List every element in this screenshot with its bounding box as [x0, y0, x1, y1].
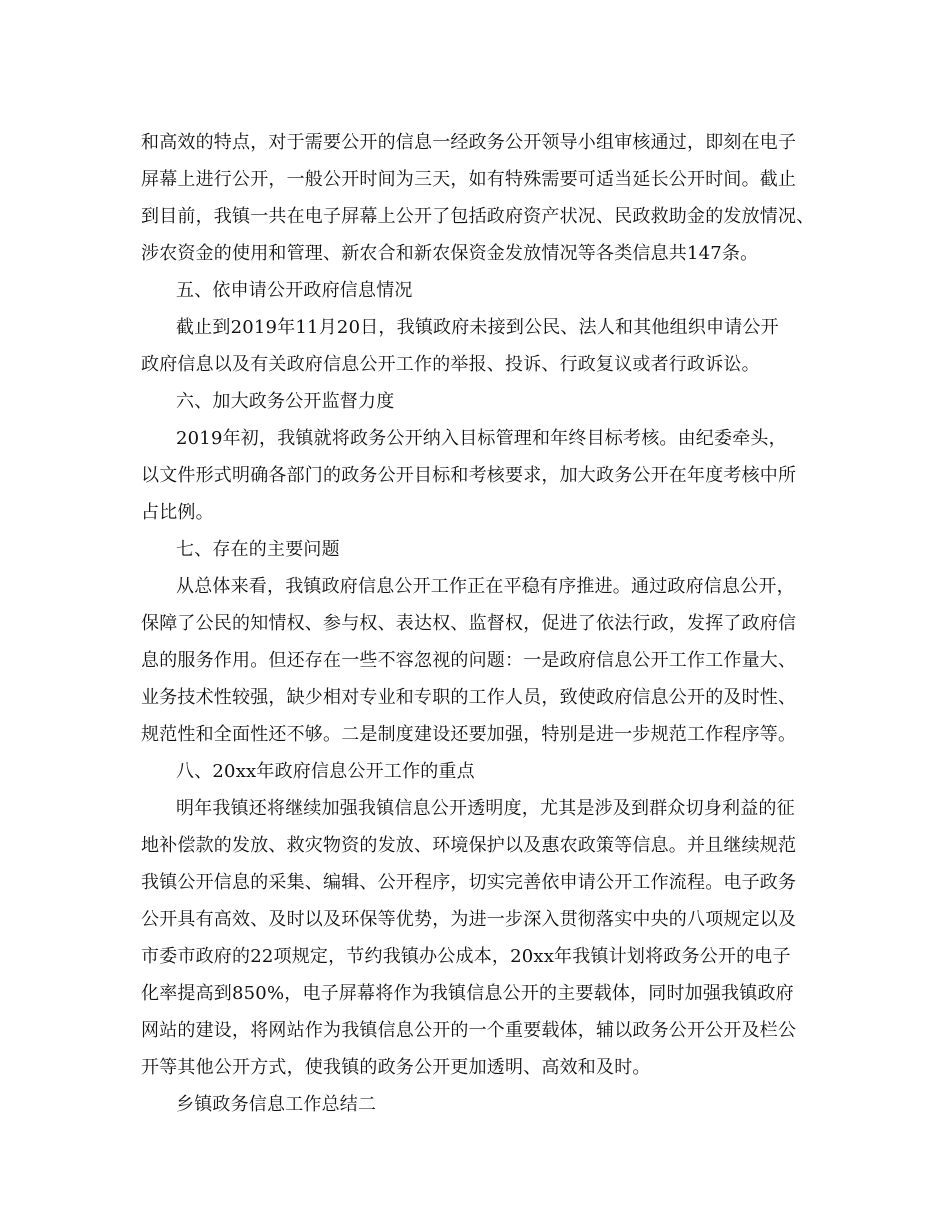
body-line: 和高效的特点，对于需要公开的信息一经政务公开领导小组审核通过，即刻在电子	[141, 132, 797, 153]
section-heading: 乡镇政务信息工作总结二	[176, 1094, 377, 1115]
body-line: 政府信息以及有关政府信息公开工作的举报、投诉、行政复议或者行政诉讼。	[141, 354, 760, 375]
body-line: 保障了公民的知情权、参与权、表达权、监督权，促进了依法行政，发挥了政府信	[141, 613, 797, 634]
body-line: 我镇公开信息的采集、编辑、公开程序，切实完善依申请公开工作流程。电子政务	[141, 872, 797, 893]
body-line: 息的服务作用。但还存在一些不容忽视的问题：一是政府信息公开工作工作量大、	[141, 650, 797, 671]
body-line: 屏幕上进行公开，一般公开时间为三天，如有特殊需要可适当延长公开时间。截止	[141, 169, 797, 190]
body-line: 公开具有高效、及时以及环保等优势，为进一步深入贯彻落实中央的八项规定以及	[141, 909, 797, 930]
section-heading: 五、依申请公开政府信息情况	[176, 280, 413, 301]
body-line: 地补偿款的发放、救灾物资的发放、环境保护以及惠农政策等信息。并且继续规范	[141, 835, 797, 856]
section-heading: 八、20xx年政府信息公开工作的重点	[176, 761, 475, 782]
section-heading: 六、加大政务公开监督力度	[176, 391, 395, 412]
body-line: 截止到2019年11月20日，我镇政府未接到公民、法人和其他组织申请公开	[176, 317, 779, 338]
body-line: 到目前，我镇一共在电子屏幕上公开了包括政府资产状况、民政救助金的发放情况、	[141, 206, 815, 227]
body-line: 明年我镇还将继续加强我镇信息公开透明度，尤其是涉及到群众切身利益的征	[176, 798, 795, 819]
section-heading: 七、存在的主要问题	[176, 539, 340, 560]
body-line: 业务技术性较强，缺少相对专业和专职的工作人员，致使政府信息公开的及时性、	[141, 687, 797, 708]
body-line: 规范性和全面性还不够。二是制度建设还要加强，特别是进一步规范工作程序等。	[141, 724, 797, 745]
body-line: 化率提高到850%，电子屏幕将作为我镇信息公开的主要载体，同时加强我镇政府	[141, 983, 794, 1004]
body-line: 网站的建设，将网站作为我镇信息公开的一个重要载体，辅以政务公开公开及栏公	[141, 1020, 797, 1041]
body-line: 以文件形式明确各部门的政务公开目标和考核要求，加大政务公开在年度考核中所	[141, 465, 797, 486]
body-line: 市委市政府的22项规定，节约我镇办公成本，20xx年我镇计划将政务公开的电子	[141, 946, 791, 967]
body-line: 2019年初，我镇就将政务公开纳入目标管理和年终目标考核。由纪委牵头，	[176, 428, 787, 449]
body-line: 占比例。	[141, 502, 214, 523]
body-line: 涉农资金的使用和管理、新农合和新农保资金发放情况等各类信息共147条。	[141, 243, 759, 264]
body-line: 从总体来看，我镇政府信息公开工作正在平稳有序推进。通过政府信息公开，	[176, 576, 795, 597]
body-line: 开等其他公开方式，使我镇的政务公开更加透明、高效和及时。	[141, 1057, 651, 1078]
